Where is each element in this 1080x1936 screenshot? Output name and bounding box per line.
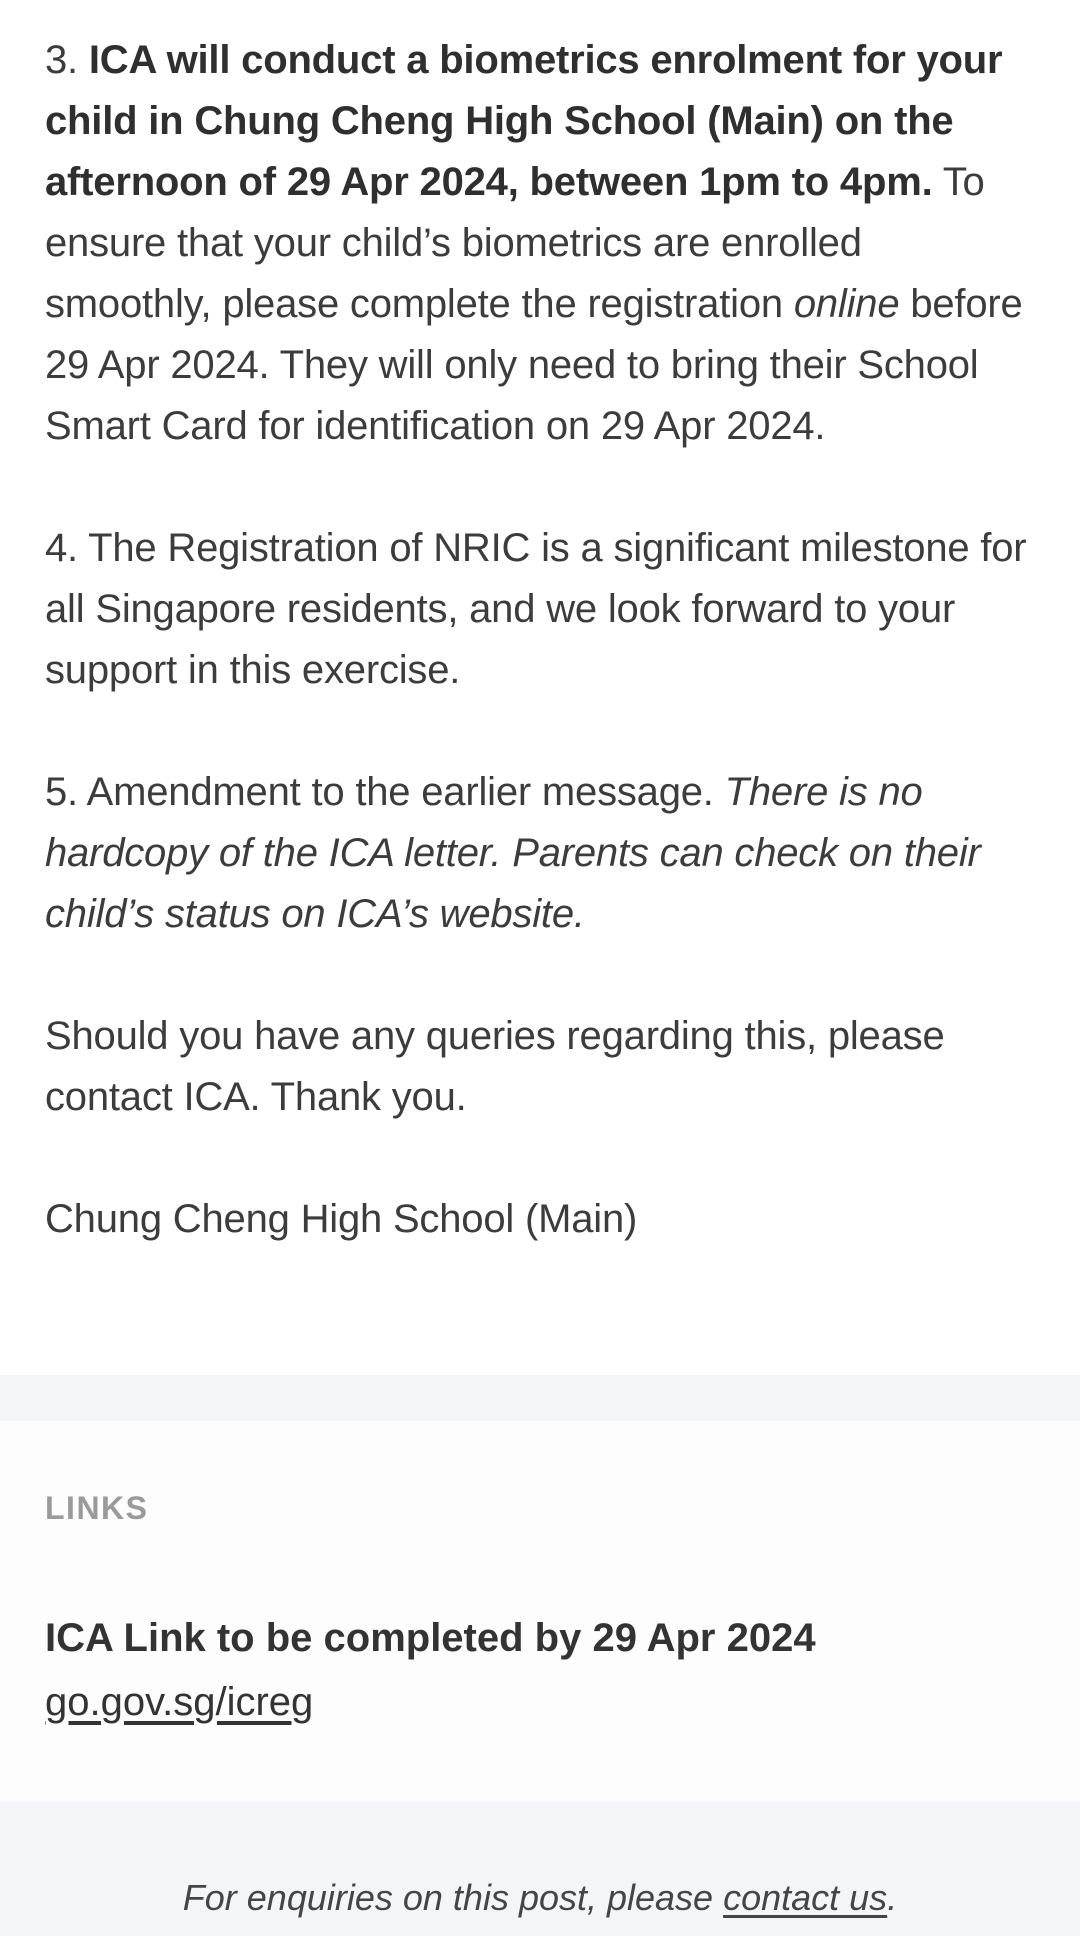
section-divider	[0, 1375, 1080, 1421]
link-title: ICA Link to be completed by 29 Apr 2024	[45, 1616, 816, 1660]
paragraph-3-text: To ensure that your child’s biometrics are enrolled smoothly, please complete the registration	[45, 160, 985, 326]
paragraph-4: 4. The Registration of NRIC is a significant milestone for all Singapore residents, and we look forward to your support in this exercise.	[45, 526, 1027, 692]
footer-period: .	[887, 1877, 898, 1918]
paragraph-3-text-end: before 29 Apr 2024. They will only need to bring their School Smart Card for identification on 29 Apr 2024.	[45, 282, 1023, 448]
paragraph-5-text: 5. Amendment to the earlier message.	[45, 770, 714, 814]
paragraph-3-highlight: ICA will conduct a biometrics enrolment for your child in Chung Cheng High School (Main) on the afternoon of 29 Apr 2024, between 1pm to 4pm.	[45, 38, 1003, 204]
links-section	[0, 1421, 1080, 1802]
paragraph-5	[45, 762, 1035, 945]
contact-us-link[interactable]: contact us	[723, 1877, 888, 1918]
queries-paragraph: Should you have any queries regarding this, please contact ICA. Thank you.	[45, 1014, 945, 1119]
paragraph-3	[45, 30, 1035, 457]
paragraph-5-emphasis: There is no hardcopy of the ICA letter. Parents can check on their child’s status on ICA’s website.	[45, 770, 981, 936]
paragraph-3-emphasis: online	[793, 282, 900, 326]
ica-registration-link[interactable]: go.gov.sg/icreg	[45, 1680, 314, 1724]
signature: Chung Cheng High School (Main)	[45, 1197, 638, 1241]
links-heading: LINKS	[45, 1490, 149, 1526]
paragraph-3-number: 3.	[45, 38, 78, 82]
footer-note	[0, 1877, 1080, 1919]
message-body	[45, 30, 1035, 1311]
footer-text: For enquiries on this post, please	[182, 1877, 714, 1918]
